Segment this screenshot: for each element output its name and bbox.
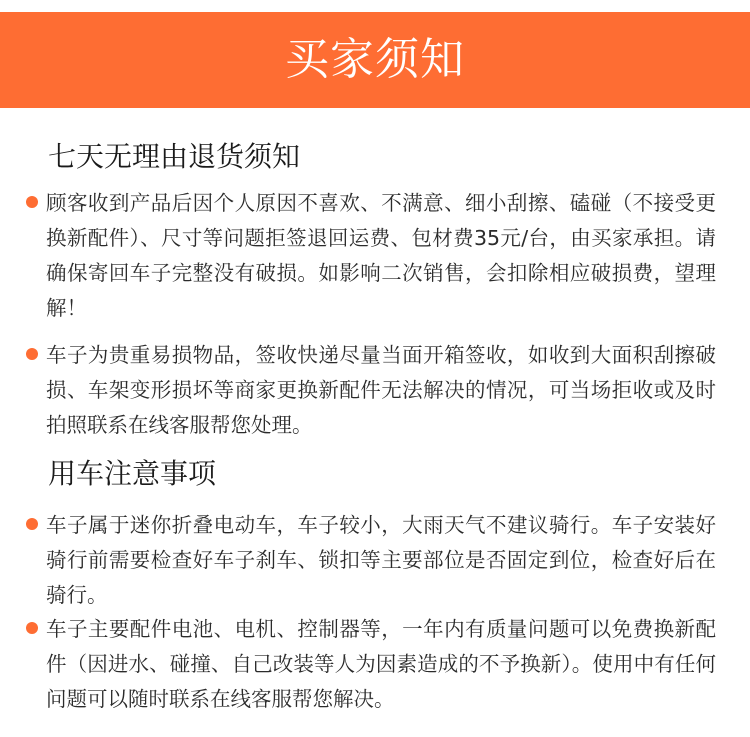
list-item xyxy=(26,612,716,717)
list-item-text: 车子主要配件电池、电机、控制器等，一年内有质量问题可以免费换新配件（因进水、碰撞、自己改装等人为因素造成的不予换新）。使用中有任何问题可以随时联系在线客服帮您解决。 xyxy=(46,617,716,711)
section-heading-usage-notes: 用车注意事项 xyxy=(48,457,217,490)
header-banner xyxy=(0,12,750,108)
list-item xyxy=(26,186,716,326)
list-item-text: 顾客收到产品后因个人原因不喜欢、不满意、细小刮擦、磕碰（不接受更换新配件）、尺寸等问题拒签退回运费、包材费35元/台，由买家承担。请确保寄回车子完整没有破损。如影响二次销售，会扣除相应破损费，望理解！ xyxy=(46,191,716,320)
bullet-dot-icon xyxy=(26,348,38,360)
list-item-text: 车子为贵重易损物品，签收快递尽量当面开箱签收，如收到大面积刮擦破损、车架变形损坏等商家更换新配件无法解决的情况，可当场拒收或及时拍照联系在线客服帮您处理。 xyxy=(46,343,716,437)
bullet-dot-icon xyxy=(26,622,38,634)
bullet-dot-icon xyxy=(26,518,38,530)
bullet-dot-icon xyxy=(26,196,38,208)
list-item xyxy=(26,338,716,443)
list-item xyxy=(26,508,716,613)
list-item-text: 车子属于迷你折叠电动车，车子较小，大雨天气不建议骑行。车子安装好骑行前需要检查好车子刹车、锁扣等主要部位是否固定到位，检查好后在骑行。 xyxy=(46,513,716,607)
page-title: 买家须知 xyxy=(285,34,465,85)
section-heading-return-policy: 七天无理由退货须知 xyxy=(48,140,301,173)
